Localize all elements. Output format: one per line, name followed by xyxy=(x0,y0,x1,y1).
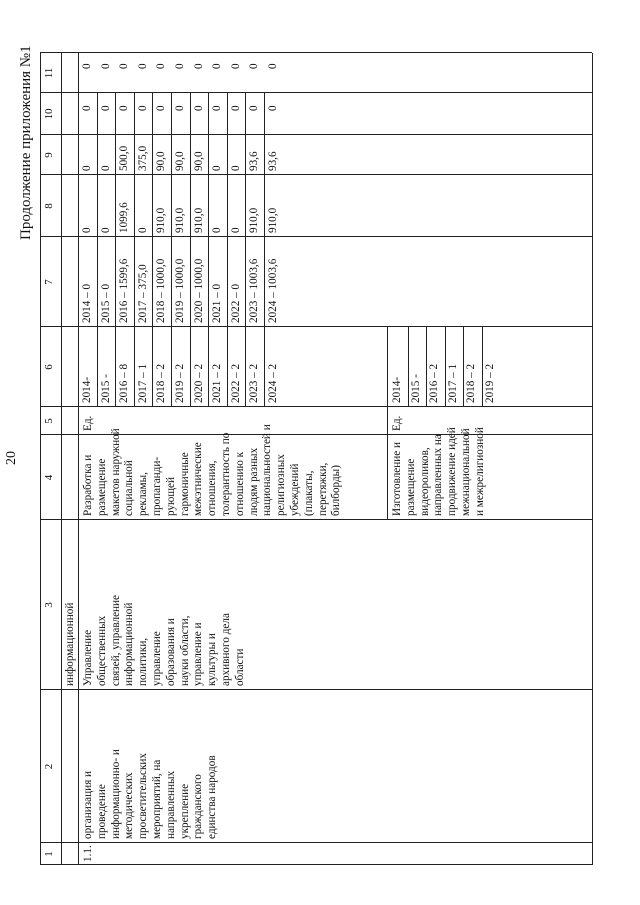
executor-line: науки области, xyxy=(178,615,191,686)
desc-line: единства народов xyxy=(206,755,219,839)
desc-line: направленных xyxy=(164,770,177,839)
measure-line: толерантность по xyxy=(220,432,232,516)
funding-col10-line: 0 xyxy=(81,105,93,111)
funding-col8-line: 910,0 xyxy=(174,207,186,233)
funding-total-line: 2023 – 1003,6 xyxy=(248,258,261,323)
quantity-line: 2022 – 2 xyxy=(229,363,242,403)
measure-line: религиозных xyxy=(275,454,288,516)
column-rule-0 xyxy=(40,864,592,865)
desc-line: просветительских xyxy=(137,753,150,839)
executor-line: области xyxy=(233,648,246,686)
measure2-line: видеороликов, xyxy=(418,447,431,516)
funding-col11-line: 0 xyxy=(229,63,242,69)
funding-col10-line: 0 xyxy=(118,105,131,111)
quantity2-line: 2014- xyxy=(391,376,403,403)
measure2-line: направленных на xyxy=(432,434,445,516)
funding-total-line: 2014 – 0 xyxy=(81,283,93,323)
executor-line: информационной xyxy=(123,602,136,686)
desc-line: гражданского xyxy=(192,774,205,839)
column-rule-8 xyxy=(40,174,592,175)
funding-col8-line: 910,0 xyxy=(267,207,279,233)
column-rule-2 xyxy=(40,689,592,690)
funding-col8-line: 0 xyxy=(99,227,112,233)
desc-line: проведение xyxy=(95,784,108,839)
quantity-line: 2023 – 2 xyxy=(248,363,261,403)
year-rule xyxy=(152,93,153,407)
measure-line: национальностей и xyxy=(261,424,274,516)
column-number: 10 xyxy=(43,108,55,120)
measure-line: макетов наружной xyxy=(109,428,122,516)
quantity-line: 2015 - xyxy=(99,374,112,403)
desc-line: информационно- и xyxy=(109,749,122,839)
funding-total-line: 2019 – 1000,0 xyxy=(174,258,186,323)
measure-line: рекламы, xyxy=(137,472,150,516)
funding-total-line: 2016 – 1599,6 xyxy=(118,258,131,323)
year-rule xyxy=(264,93,265,407)
measure-line: (плакаты, xyxy=(302,470,315,516)
funding-total-line: 2020 – 1000,0 xyxy=(192,258,205,323)
column-number: 6 xyxy=(43,364,55,370)
measure-line: отношению к xyxy=(233,451,246,516)
quantity-line: 2014- xyxy=(81,376,93,403)
funding-col9-line: 0 xyxy=(229,165,242,171)
table-bottom-rule xyxy=(592,53,593,865)
funding-total-line: 2021 – 0 xyxy=(211,283,224,323)
column-number: 4 xyxy=(43,474,55,481)
quantity-line: 2018 – 2 xyxy=(155,363,168,403)
funding-col8-line: 910,0 xyxy=(248,207,261,233)
quantity-line: 2016 – 8 xyxy=(118,363,131,403)
funding-col10-line: 0 xyxy=(155,105,168,111)
funding-col9-line: 93,6 xyxy=(248,151,261,171)
year-rule xyxy=(227,93,228,407)
column-number: 8 xyxy=(43,203,55,209)
carry-line: информационной xyxy=(64,602,76,686)
column-number: 5 xyxy=(43,418,55,424)
column-rule-10 xyxy=(40,92,592,93)
funding-total-line: 2024 – 1003,6 xyxy=(267,258,279,323)
funding-col8-line: 0 xyxy=(211,227,224,233)
measure2-line: межнациональной xyxy=(460,428,472,516)
funding-col9-line: 90,0 xyxy=(192,151,205,171)
funding-col10-line: 0 xyxy=(136,105,149,111)
quantity2-line: 2015 - xyxy=(409,374,422,403)
year-rule xyxy=(134,93,135,407)
column-rule-3 xyxy=(40,519,592,520)
measure-line: социальной xyxy=(123,460,136,516)
executor-line: архивного дела xyxy=(220,613,232,686)
measure-line: межэтнические xyxy=(192,442,205,516)
measure-line: размещение xyxy=(95,458,108,516)
desc-line: методических xyxy=(123,772,136,839)
quantity2-line: 2019 – 2 xyxy=(484,363,496,403)
funding-col11-line: 0 xyxy=(174,63,186,69)
row-number: 1.1. xyxy=(82,845,94,862)
funding-col11-line: 0 xyxy=(136,63,149,69)
column-rule-9 xyxy=(40,134,592,135)
quantity-line: 2020 – 2 xyxy=(192,363,205,403)
measure-line: рующей xyxy=(164,477,177,516)
funding-col8-line: 0 xyxy=(136,227,149,233)
funding-col11-line: 0 xyxy=(118,63,131,69)
year-rule-2 xyxy=(408,327,409,407)
column-number: 2 xyxy=(43,763,55,770)
year-rule-2 xyxy=(426,327,427,407)
measure-line: гармоничные xyxy=(178,452,191,516)
desc-line: мероприятий, на xyxy=(151,759,163,839)
column-rule-11 xyxy=(40,52,592,53)
funding-col9-line: 90,0 xyxy=(155,151,168,171)
funding-col9-line: 0 xyxy=(211,165,224,171)
executor-line: политики, xyxy=(137,637,150,686)
funding-col10-line: 0 xyxy=(248,105,261,111)
quantity-line: 2017 – 1 xyxy=(136,363,149,403)
year-rule xyxy=(171,93,172,407)
funding-col10-line: 0 xyxy=(99,105,112,111)
funding-col8-line: 910,0 xyxy=(155,207,168,233)
measure2-line: размещение xyxy=(404,458,417,516)
year-rule-2 xyxy=(482,327,483,407)
funding-col10-line: 0 xyxy=(211,105,224,111)
column-rule-1 xyxy=(40,842,592,843)
column-number: 9 xyxy=(43,152,55,158)
column-number: 3 xyxy=(43,602,55,608)
funding-col10-line: 0 xyxy=(192,105,205,111)
measure2-line: и межрелигиозной xyxy=(473,427,486,516)
funding-col8-line: 910,0 xyxy=(192,207,205,233)
funding-col9-line: 500,0 xyxy=(118,145,131,171)
column-number: 7 xyxy=(43,279,55,285)
executor-line: связей, управление xyxy=(109,595,122,686)
measure-line: отношения, xyxy=(206,460,219,516)
column-rule-5 xyxy=(40,406,592,407)
funding-col9-line: 375,0 xyxy=(136,145,149,171)
quantity-line: 2019 – 2 xyxy=(174,363,186,403)
funding-col11-line: 0 xyxy=(81,63,93,69)
measure-line: Разработка и xyxy=(82,454,94,516)
quantity-line: 2021 – 2 xyxy=(211,363,224,403)
desc-line: укрепление xyxy=(178,783,191,839)
executor-line: управление и xyxy=(192,622,205,686)
year-rule-2 xyxy=(463,327,464,407)
funding-total-line: 2015 – 0 xyxy=(99,283,112,323)
quantity-line: 2024 – 2 xyxy=(267,363,279,403)
funding-col10-line: 0 xyxy=(174,105,186,111)
executor-line: Управление xyxy=(82,629,94,686)
executor-line: общественных xyxy=(95,615,108,686)
quantity2-line: 2018 – 2 xyxy=(465,363,478,403)
column-rule-6 xyxy=(40,326,592,327)
measure-line: билборды) xyxy=(330,465,343,516)
carry-text-col3 xyxy=(63,372,77,522)
funding-col11-line: 0 xyxy=(267,63,279,69)
page-number: 20 xyxy=(4,451,19,465)
funding-col8-line: 1099,6 xyxy=(118,202,131,233)
funding-total-line: 2018 – 1000,0 xyxy=(155,258,168,323)
funding-col9-line: 0 xyxy=(99,165,112,171)
year-rule-2 xyxy=(445,327,446,407)
year-rule xyxy=(245,93,246,407)
funding-col9-line: 93,6 xyxy=(267,151,279,171)
funding-col8-line: 0 xyxy=(81,227,93,233)
measure-line: людям разных xyxy=(247,447,260,516)
year-rule xyxy=(190,93,191,407)
funding-col11-line: 0 xyxy=(192,63,205,69)
funding-col9-line: 90,0 xyxy=(174,151,186,171)
column-rule-7 xyxy=(40,236,592,237)
funding-col11-line: 0 xyxy=(211,63,224,69)
executor-line: управление xyxy=(151,631,163,686)
funding-col9-line: 0 xyxy=(81,165,93,171)
funding-col10-line: 0 xyxy=(229,105,242,111)
measure-line: пропаганди- xyxy=(151,456,163,516)
funding-total-line: 2022 – 0 xyxy=(229,283,242,323)
funding-col11-line: 0 xyxy=(99,63,112,69)
desc-line: организация и xyxy=(82,770,94,839)
column-number: 11 xyxy=(43,67,55,79)
unit-label: Ед. xyxy=(82,415,94,431)
measure2-line: Изготовление и xyxy=(391,442,403,516)
column-number: 1 xyxy=(43,851,55,857)
funding-total-line: 2017 – 375,0 xyxy=(136,264,149,323)
executor-line: культуры и xyxy=(206,633,219,686)
executor-line: образования и xyxy=(164,618,177,686)
appendix-header: Продолжение приложения №1 xyxy=(18,45,34,240)
year-rule xyxy=(115,93,116,407)
funding-col11-line: 0 xyxy=(155,63,168,69)
quantity2-line: 2017 – 1 xyxy=(446,363,459,403)
unit2-label: Ед. xyxy=(391,415,403,431)
quantity2-line: 2016 – 2 xyxy=(428,363,441,403)
row-separator-rule xyxy=(387,327,388,520)
year-rule xyxy=(208,93,209,407)
measure2-line: продвижение идей xyxy=(446,427,459,516)
measure-line: перетяжки, xyxy=(316,462,329,516)
funding-col11-line: 0 xyxy=(248,63,261,69)
measure-line: убеждений xyxy=(289,463,301,516)
funding-col10-line: 0 xyxy=(267,105,279,111)
funding-col8-line: 0 xyxy=(229,227,242,233)
year-rule xyxy=(97,93,98,407)
